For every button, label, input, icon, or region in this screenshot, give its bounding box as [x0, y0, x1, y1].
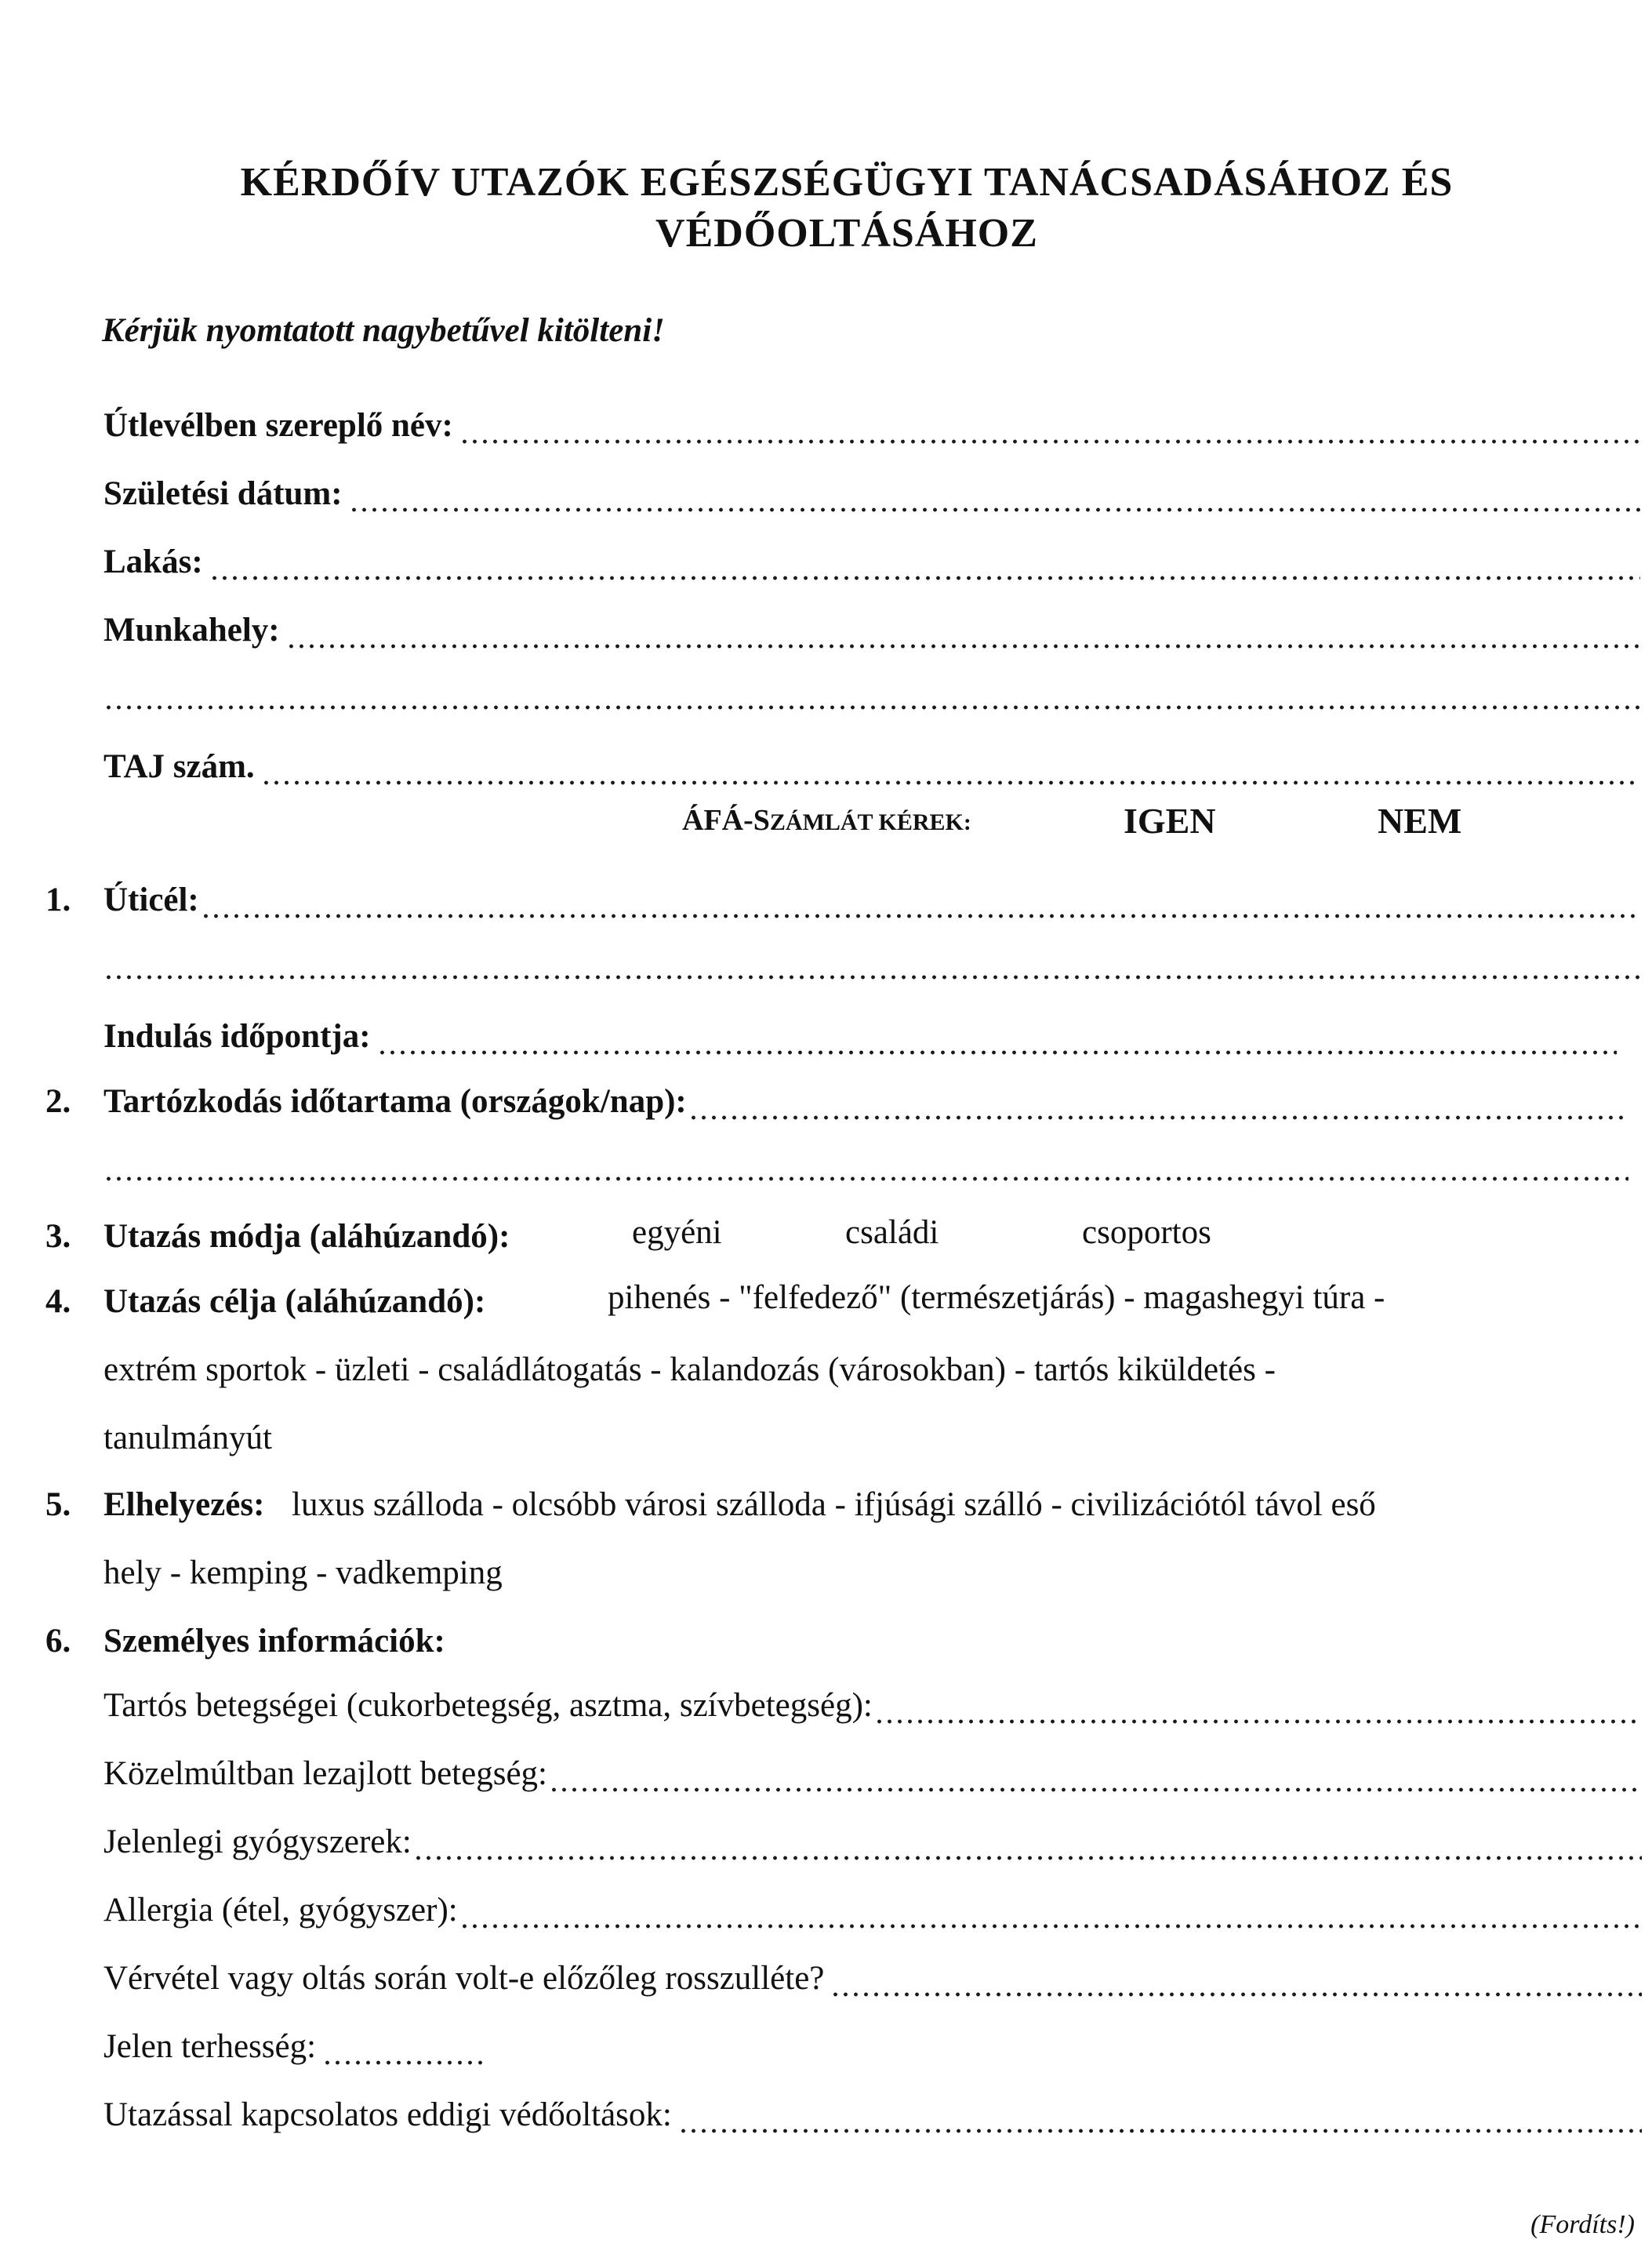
current-medication-dotted-line[interactable] — [413, 1830, 1642, 1861]
travel-purpose-options-line-3[interactable]: tanulmányút — [103, 1420, 272, 1456]
workplace-field[interactable] — [103, 611, 1640, 649]
travel-mode-option-family[interactable]: családi — [845, 1214, 939, 1251]
chronic-illness-label: Tartós betegségei (cukorbetegség, asztma, szívbetegség): — [103, 1687, 873, 1724]
recent-illness-dotted-line[interactable] — [549, 1761, 1642, 1793]
current-medication-field[interactable] — [103, 1823, 1642, 1861]
fainting-history-dotted-line[interactable] — [830, 1966, 1642, 1998]
name-label: Útlevélben szereplő név: — [103, 407, 453, 444]
recent-illness-label: Közelmúltban lezajlott betegség: — [103, 1755, 547, 1792]
workplace-label: Munkahely: — [103, 612, 280, 649]
travel-mode-option-group[interactable]: csoportos — [1082, 1214, 1211, 1251]
title-line-1: KÉRDŐÍV UTAZÓK EGÉSZSÉGÜGYI TANÁCSADÁSÁHOZ ÉS — [240, 160, 1454, 205]
title-line-2: VÉDŐOLTÁSÁHOZ — [655, 211, 1038, 256]
stay-duration-field[interactable] — [103, 1082, 1628, 1121]
previous-vaccinations-dotted-line[interactable] — [678, 2103, 1642, 2134]
destination-dotted-line[interactable] — [201, 888, 1640, 919]
workplace-continuation-dotted-line[interactable] — [103, 679, 1640, 711]
current-medication-label: Jelenlegi gyógyszerek: — [103, 1823, 412, 1860]
departure-label: Indulás időpontja: — [103, 1018, 371, 1055]
taj-label: TAJ szám. — [103, 748, 255, 785]
q3-number: 3. — [45, 1218, 71, 1255]
invoice-no-option[interactable]: NEM — [1378, 801, 1462, 841]
taj-dotted-line[interactable] — [261, 754, 1640, 786]
workplace-dotted-line[interactable] — [286, 618, 1640, 649]
travel-mode-option-individual[interactable]: egyéni — [632, 1214, 722, 1251]
stay-duration-continuation-dotted-line[interactable] — [103, 1151, 1628, 1182]
q2-number: 2. — [45, 1083, 71, 1120]
destination-field[interactable] — [103, 881, 1640, 919]
name-field[interactable] — [103, 406, 1640, 445]
departure-dotted-line[interactable] — [377, 1024, 1617, 1056]
allergy-dotted-line[interactable] — [459, 1898, 1642, 1929]
personal-info-heading: Személyes információk: — [103, 1623, 445, 1660]
destination-continuation-field[interactable] — [103, 949, 1640, 980]
chronic-illness-field[interactable] — [103, 1686, 1642, 1725]
travel-purpose-label: Utazás célja (aláhúzandó): — [103, 1283, 486, 1320]
birth-date-field[interactable] — [103, 474, 1640, 513]
destination-label: Úticél: — [103, 882, 199, 918]
travel-purpose-options-line-1[interactable]: pihenés - "felfedező" (természetjárás) - magashegyi túra - — [608, 1279, 1385, 1316]
name-dotted-line[interactable] — [459, 413, 1640, 445]
stay-duration-continuation-field[interactable] — [103, 1151, 1628, 1182]
previous-vaccinations-label: Utazással kapcsolatos eddigi védőoltások: — [103, 2096, 672, 2133]
q6-number: 6. — [45, 1623, 71, 1660]
travel-mode-label: Utazás módja (aláhúzandó): — [103, 1218, 510, 1255]
allergy-label: Allergia (étel, gyógyszer): — [103, 1892, 458, 1929]
turn-over-note: (Fordíts!) — [1530, 2210, 1635, 2239]
q1-number: 1. — [45, 882, 71, 918]
fainting-history-label: Vérvétel vagy oltás során volt-e előzőleg rosszulléte? — [103, 1960, 825, 1997]
pregnancy-label: Jelen terhesség: — [103, 2028, 317, 2065]
accommodation-label: Elhelyezés: — [103, 1486, 265, 1523]
pregnancy-dotted-line[interactable] — [322, 2034, 487, 2066]
q4-number: 4. — [45, 1283, 71, 1320]
stay-duration-dotted-line[interactable] — [688, 1089, 1628, 1121]
birth-date-label: Születési dátum: — [103, 475, 343, 512]
stay-duration-label: Tartózkodás időtartama (országok/nap): — [103, 1083, 687, 1120]
invoice-label-part-2: ZÁMLÁT KÉREK: — [769, 809, 971, 835]
q5-number: 5. — [45, 1486, 71, 1523]
recent-illness-field[interactable] — [103, 1754, 1642, 1793]
workplace-continuation-field[interactable] — [103, 679, 1640, 711]
allergy-field[interactable] — [103, 1891, 1642, 1929]
fill-instruction: Kérjük nyomtatott nagybetűvel kitölteni! — [102, 312, 665, 349]
address-field[interactable] — [103, 543, 1640, 581]
invoice-request — [682, 803, 971, 838]
travel-purpose-options-line-2[interactable]: extrém sportok - üzleti - családlátogatás - kalandozás (városokban) - tartós kiküldetés - — [103, 1351, 1276, 1388]
departure-field[interactable] — [103, 1017, 1617, 1056]
destination-continuation-dotted-line[interactable] — [103, 949, 1640, 980]
birth-date-dotted-line[interactable] — [349, 482, 1640, 513]
taj-field[interactable] — [103, 747, 1640, 786]
invoice-label-part-1: ÁFÁ-S — [682, 804, 770, 837]
invoice-yes-option[interactable]: IGEN — [1124, 801, 1216, 841]
accommodation-options-line-1[interactable]: luxus szálloda - olcsóbb városi szálloda - ifjúsági szálló - civilizációtól távol eső — [292, 1486, 1376, 1523]
address-label: Lakás: — [103, 544, 203, 580]
chronic-illness-dotted-line[interactable] — [874, 1693, 1642, 1725]
pregnancy-field[interactable] — [103, 2027, 731, 2066]
previous-vaccinations-field[interactable] — [103, 2096, 1642, 2134]
address-dotted-line[interactable] — [209, 550, 1640, 581]
fainting-history-field[interactable] — [103, 1959, 1642, 1998]
accommodation-options-line-2[interactable]: hely - kemping - vadkemping — [103, 1554, 503, 1591]
